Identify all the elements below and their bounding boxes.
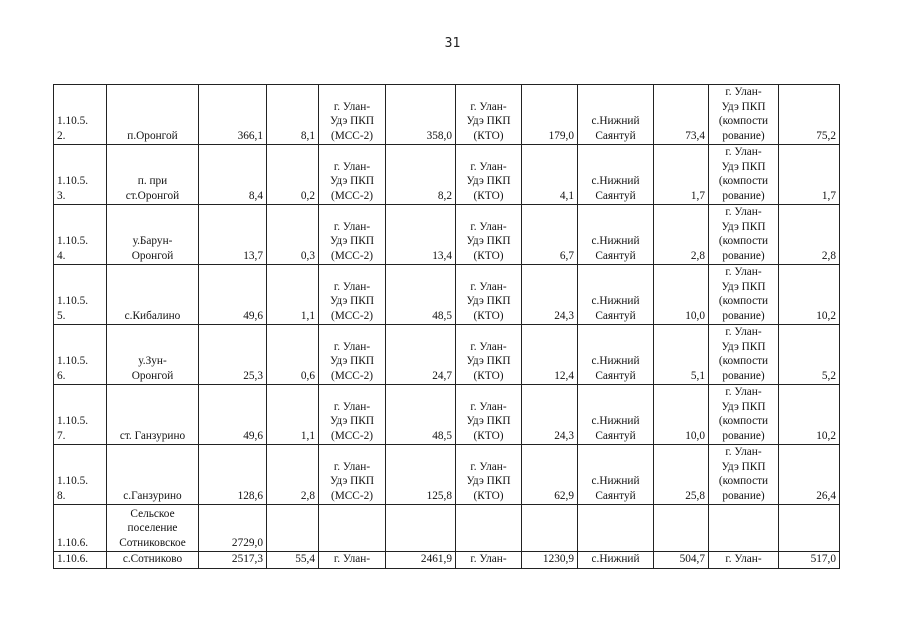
cell-settlement-text: Сельское поселение Сотниковское <box>119 507 186 549</box>
cell-composting-volume-text: 26,4 <box>816 489 836 502</box>
cell-disposal-destination <box>578 205 654 265</box>
cell-loss-volume <box>267 552 319 569</box>
cell-disposal-destination <box>578 385 654 445</box>
cell-sorting-volume-text: 2461,9 <box>420 553 452 565</box>
cell-processing-destination <box>456 445 522 505</box>
cell-sorting-destination <box>319 325 386 385</box>
cell-processing-volume <box>522 325 578 385</box>
cell-processing-volume <box>522 265 578 325</box>
cell-sorting-volume-text: 358,0 <box>426 129 452 142</box>
table-row <box>54 205 840 265</box>
cell-processing-volume <box>522 85 578 145</box>
cell-sorting-destination-text: г. Улан- <box>333 553 371 565</box>
cell-processing-destination-text: г. Улан- Удэ ПКП (КТО) <box>466 220 511 262</box>
cell-processing-volume <box>522 205 578 265</box>
cell-processing-destination-text: г. Улан- <box>470 553 507 565</box>
cell-code-text: 1.10.5. 4. <box>57 235 89 262</box>
cell-sorting-volume-text: 24,7 <box>432 369 452 382</box>
cell-processing-volume-text: 4,1 <box>559 189 574 202</box>
cell-sorting-volume <box>386 145 456 205</box>
cell-disposal-destination-text: с.Нижний Саянтуй <box>591 175 640 202</box>
cell-processing-destination-text: г. Улан- Удэ ПКП (КТО) <box>466 280 511 322</box>
cell-loss-volume <box>267 505 319 552</box>
cell-disposal-destination <box>578 552 654 569</box>
cell-loss-volume-text: 2,8 <box>300 489 315 502</box>
cell-total-volume <box>199 265 267 325</box>
cell-total-volume <box>199 325 267 385</box>
cell-disposal-volume-text: 5,1 <box>690 369 705 382</box>
cell-processing-destination-text: г. Улан- Удэ ПКП (КТО) <box>466 400 511 442</box>
cell-composting-destination-text: г. Улан- Удэ ПКП (компости рование) <box>718 206 769 262</box>
cell-settlement-text: у.Барун- Оронгой <box>131 235 174 262</box>
table-row <box>54 145 840 205</box>
cell-sorting-destination <box>319 265 386 325</box>
cell-loss-volume <box>267 385 319 445</box>
cell-disposal-destination <box>578 325 654 385</box>
cell-total-volume-text: 49,6 <box>243 429 263 442</box>
cell-disposal-volume <box>654 552 709 569</box>
table-row <box>54 552 840 569</box>
cell-composting-destination <box>709 552 779 569</box>
cell-disposal-destination-text: с.Нижний Саянтуй <box>591 235 640 262</box>
cell-sorting-destination <box>319 85 386 145</box>
cell-disposal-volume-text: 2,8 <box>690 249 705 262</box>
cell-total-volume-text: 49,6 <box>243 309 263 322</box>
cell-sorting-destination-text: г. Улан- Удэ ПКП (МСС-2) <box>330 340 374 382</box>
cell-loss-volume <box>267 145 319 205</box>
cell-processing-destination <box>456 505 522 552</box>
cell-composting-volume <box>779 385 840 445</box>
cell-disposal-volume-text: 25,8 <box>685 489 705 502</box>
cell-total-volume <box>199 205 267 265</box>
cell-composting-destination-text: г. Улан- Удэ ПКП (компости рование) <box>718 266 769 322</box>
cell-code-text: 1.10.5. 5. <box>57 295 89 322</box>
cell-code-text: 1.10.5. 8. <box>57 475 89 502</box>
cell-processing-volume <box>522 552 578 569</box>
table-row <box>54 385 840 445</box>
cell-composting-destination-text: г. Улан- Удэ ПКП (компости рование) <box>718 386 769 442</box>
cell-settlement-text: у.Зун- Оронгой <box>131 355 174 382</box>
cell-disposal-destination-text: с.Нижний <box>591 553 640 565</box>
cell-loss-volume-text: 0,2 <box>300 189 315 202</box>
cell-disposal-volume <box>654 445 709 505</box>
cell-disposal-volume-text: 10,0 <box>685 429 705 442</box>
cell-composting-destination <box>709 385 779 445</box>
cell-code <box>54 85 107 145</box>
cell-total-volume <box>199 505 267 552</box>
cell-code <box>54 205 107 265</box>
cell-code <box>54 385 107 445</box>
cell-settlement-text: с.Кибалино <box>124 309 181 322</box>
cell-settlement <box>107 385 199 445</box>
table-row <box>54 505 840 552</box>
cell-disposal-destination-text: с.Нижний Саянтуй <box>591 295 640 322</box>
cell-processing-destination <box>456 85 522 145</box>
cell-processing-destination-text: г. Улан- Удэ ПКП (КТО) <box>466 160 511 202</box>
cell-settlement <box>107 85 199 145</box>
cell-sorting-destination-text: г. Улан- Удэ ПКП (МСС-2) <box>330 220 374 262</box>
cell-settlement <box>107 265 199 325</box>
cell-total-volume-text: 8,4 <box>248 189 263 202</box>
cell-processing-volume-text: 12,4 <box>554 369 574 382</box>
cell-processing-destination <box>456 385 522 445</box>
cell-disposal-volume-text: 10,0 <box>685 309 705 322</box>
cell-composting-destination-text: г. Улан- Удэ ПКП (компости рование) <box>718 446 769 502</box>
cell-code <box>54 445 107 505</box>
cell-loss-volume <box>267 265 319 325</box>
cell-composting-destination-text: г. Улан- Удэ ПКП (компости рование) <box>718 326 769 382</box>
cell-composting-volume <box>779 505 840 552</box>
cell-sorting-volume-text: 48,5 <box>432 429 452 442</box>
cell-composting-volume <box>779 265 840 325</box>
cell-loss-volume <box>267 445 319 505</box>
cell-composting-volume <box>779 85 840 145</box>
cell-sorting-volume <box>386 265 456 325</box>
cell-composting-volume <box>779 445 840 505</box>
cell-total-volume-text: 366,1 <box>237 129 263 142</box>
cell-sorting-destination-text: г. Улан- Удэ ПКП (МСС-2) <box>330 460 374 502</box>
cell-settlement-text: п. при ст.Оронгой <box>125 175 180 202</box>
cell-settlement-text: с.Сотниково <box>122 553 183 565</box>
cell-sorting-destination <box>319 205 386 265</box>
cell-loss-volume-text: 1,1 <box>300 429 315 442</box>
cell-settlement-text: с.Ганзурино <box>123 489 182 502</box>
cell-sorting-volume <box>386 325 456 385</box>
cell-composting-destination <box>709 505 779 552</box>
cell-processing-volume-text: 179,0 <box>548 129 574 142</box>
cell-code <box>54 325 107 385</box>
cell-processing-volume-text: 1230,9 <box>542 553 574 565</box>
cell-sorting-destination-text: г. Улан- Удэ ПКП (МСС-2) <box>330 400 374 442</box>
cell-settlement <box>107 205 199 265</box>
cell-loss-volume <box>267 325 319 385</box>
cell-processing-destination-text: г. Улан- Удэ ПКП (КТО) <box>466 100 511 142</box>
cell-sorting-destination <box>319 145 386 205</box>
cell-composting-volume-text: 1,7 <box>821 189 836 202</box>
cell-processing-volume <box>522 145 578 205</box>
cell-sorting-destination-text: г. Улан- Удэ ПКП (МСС-2) <box>330 160 374 202</box>
cell-composting-volume-text: 10,2 <box>816 429 836 442</box>
cell-code-text: 1.10.6. <box>57 536 89 549</box>
cell-loss-volume-text: 8,1 <box>300 129 315 142</box>
cell-disposal-volume <box>654 145 709 205</box>
cell-settlement-text: п.Оронгой <box>127 129 178 142</box>
cell-sorting-destination <box>319 505 386 552</box>
cell-disposal-volume-text: 73,4 <box>685 129 705 142</box>
cell-total-volume-text: 25,3 <box>243 369 263 382</box>
cell-disposal-volume <box>654 505 709 552</box>
cell-disposal-destination-text: с.Нижний Саянтуй <box>591 415 640 442</box>
table-row <box>54 325 840 385</box>
cell-disposal-destination <box>578 85 654 145</box>
cell-code <box>54 552 107 569</box>
cell-composting-volume <box>779 145 840 205</box>
cell-sorting-volume-text: 48,5 <box>432 309 452 322</box>
cell-disposal-volume <box>654 85 709 145</box>
table-row <box>54 85 840 145</box>
cell-composting-volume-text: 75,2 <box>816 129 836 142</box>
cell-composting-volume <box>779 325 840 385</box>
cell-sorting-volume <box>386 385 456 445</box>
cell-settlement <box>107 445 199 505</box>
cell-disposal-volume-text: 1,7 <box>690 189 705 202</box>
cell-code <box>54 505 107 552</box>
cell-code-text: 1.10.5. 3. <box>57 175 89 202</box>
cell-settlement <box>107 145 199 205</box>
cell-composting-volume <box>779 205 840 265</box>
cell-total-volume-text: 2517,3 <box>231 553 263 565</box>
cell-disposal-volume-text: 504,7 <box>679 553 705 565</box>
cell-loss-volume <box>267 85 319 145</box>
cell-disposal-destination <box>578 145 654 205</box>
cell-composting-volume-text: 517,0 <box>810 553 836 565</box>
cell-sorting-destination-text: г. Улан- Удэ ПКП (МСС-2) <box>330 280 374 322</box>
cell-code <box>54 145 107 205</box>
cell-composting-volume <box>779 552 840 569</box>
cell-processing-destination-text: г. Улан- Удэ ПКП (КТО) <box>466 460 511 502</box>
cell-code <box>54 265 107 325</box>
cell-composting-volume-text: 10,2 <box>816 309 836 322</box>
cell-sorting-volume <box>386 445 456 505</box>
cell-disposal-destination-text: с.Нижний Саянтуй <box>591 355 640 382</box>
cell-sorting-volume <box>386 205 456 265</box>
cell-disposal-destination-text: с.Нижний Саянтуй <box>591 475 640 502</box>
cell-sorting-destination <box>319 385 386 445</box>
cell-settlement <box>107 505 199 552</box>
cell-composting-volume-text: 5,2 <box>821 369 836 382</box>
cell-processing-volume <box>522 385 578 445</box>
cell-processing-destination <box>456 552 522 569</box>
cell-processing-destination <box>456 265 522 325</box>
table-body <box>54 85 840 569</box>
cell-total-volume <box>199 552 267 569</box>
cell-disposal-destination <box>578 445 654 505</box>
table-row <box>54 445 840 505</box>
cell-processing-volume-text: 62,9 <box>554 489 574 502</box>
cell-sorting-volume <box>386 505 456 552</box>
cell-processing-volume-text: 24,3 <box>554 309 574 322</box>
cell-disposal-volume <box>654 205 709 265</box>
cell-processing-volume-text: 24,3 <box>554 429 574 442</box>
cell-processing-volume <box>522 505 578 552</box>
cell-sorting-destination-text: г. Улан- Удэ ПКП (МСС-2) <box>330 100 374 142</box>
cell-disposal-destination <box>578 265 654 325</box>
cell-total-volume <box>199 85 267 145</box>
cell-composting-destination <box>709 205 779 265</box>
cell-loss-volume-text: 0,3 <box>300 249 315 262</box>
cell-sorting-volume <box>386 85 456 145</box>
cell-composting-destination-text: г. Улан- Удэ ПКП (компости рование) <box>718 146 769 202</box>
cell-processing-destination <box>456 205 522 265</box>
cell-total-volume-text: 128,6 <box>237 489 263 502</box>
cell-total-volume <box>199 385 267 445</box>
cell-sorting-volume-text: 125,8 <box>426 489 452 502</box>
cell-disposal-destination <box>578 505 654 552</box>
cell-sorting-destination <box>319 552 386 569</box>
cell-composting-destination <box>709 85 779 145</box>
cell-composting-destination-text: г. Улан- Удэ ПКП (компости рование) <box>718 86 769 142</box>
cell-code-text: 1.10.5. 2. <box>57 115 89 142</box>
cell-total-volume-text: 13,7 <box>243 249 263 262</box>
cell-code-text: 1.10.5. 7. <box>57 415 89 442</box>
cell-sorting-volume <box>386 552 456 569</box>
cell-loss-volume <box>267 205 319 265</box>
cell-settlement <box>107 325 199 385</box>
table-row <box>54 265 840 325</box>
cell-total-volume <box>199 445 267 505</box>
cell-sorting-volume-text: 8,2 <box>437 189 452 202</box>
cell-composting-destination <box>709 265 779 325</box>
cell-processing-volume-text: 6,7 <box>559 249 574 262</box>
cell-disposal-volume <box>654 325 709 385</box>
cell-processing-destination <box>456 145 522 205</box>
cell-composting-destination <box>709 445 779 505</box>
cell-settlement-text: ст. Ганзурино <box>119 429 186 442</box>
cell-composting-destination-text: г. Улан- <box>725 553 762 565</box>
cell-disposal-volume <box>654 265 709 325</box>
cell-composting-destination <box>709 325 779 385</box>
cell-composting-destination <box>709 145 779 205</box>
cell-disposal-volume <box>654 385 709 445</box>
cell-loss-volume-text: 55,4 <box>295 553 315 565</box>
cell-composting-volume-text: 2,8 <box>821 249 836 262</box>
cell-loss-volume-text: 0,6 <box>300 369 315 382</box>
cell-code-text: 1.10.6. <box>57 553 89 565</box>
page-number: 31 <box>444 36 461 51</box>
cell-code-text: 1.10.5. 6. <box>57 355 89 382</box>
cell-loss-volume-text: 1,1 <box>300 309 315 322</box>
cell-disposal-destination-text: с.Нижний Саянтуй <box>591 115 640 142</box>
cell-sorting-volume-text: 13,4 <box>432 249 452 262</box>
cell-processing-volume <box>522 445 578 505</box>
waste-transport-table <box>53 84 840 569</box>
cell-settlement <box>107 552 199 569</box>
cell-processing-destination <box>456 325 522 385</box>
cell-sorting-destination <box>319 445 386 505</box>
cell-total-volume <box>199 145 267 205</box>
cell-processing-destination-text: г. Улан- Удэ ПКП (КТО) <box>466 340 511 382</box>
cell-total-volume-text: 2729,0 <box>231 536 263 549</box>
